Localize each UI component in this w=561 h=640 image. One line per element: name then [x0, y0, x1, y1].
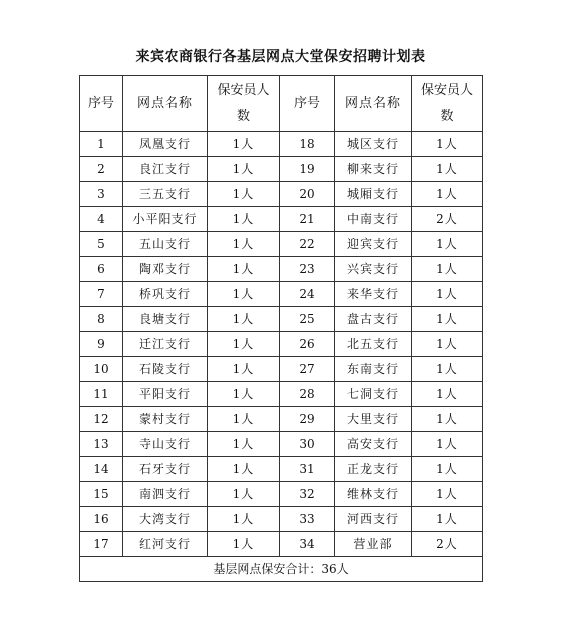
- right-branch-name-cell: 中南支行: [335, 207, 412, 232]
- right-branch-name-cell: 河西支行: [335, 507, 412, 532]
- left-branch-name-cell: 石牙支行: [123, 457, 208, 482]
- right-guard-count-cell: 1人: [412, 157, 483, 182]
- header-branch-right: 网点名称: [335, 76, 412, 132]
- right-branch-name-cell: 正龙支行: [335, 457, 412, 482]
- left-branch-name-cell: 红河支行: [123, 532, 208, 557]
- left-index-cell: 11: [80, 382, 123, 407]
- left-guard-count-cell: 1人: [208, 257, 280, 282]
- left-branch-name-cell: 桥巩支行: [123, 282, 208, 307]
- table-row: [80, 532, 483, 557]
- table-row: [80, 407, 483, 432]
- right-guard-count-cell: 2人: [412, 207, 483, 232]
- right-index-cell: 33: [280, 507, 335, 532]
- left-index-cell: 8: [80, 307, 123, 332]
- right-guard-count-cell: 1人: [412, 407, 483, 432]
- right-branch-name-cell: 维林支行: [335, 482, 412, 507]
- left-branch-name-cell: 凤凰支行: [123, 132, 208, 157]
- right-branch-name-cell: 东南支行: [335, 357, 412, 382]
- table-row: [80, 507, 483, 532]
- right-guard-count-cell: 1人: [412, 482, 483, 507]
- right-branch-name-cell: 来华支行: [335, 282, 412, 307]
- right-guard-count-cell: 2人: [412, 532, 483, 557]
- right-index-cell: 19: [280, 157, 335, 182]
- right-guard-count-cell: 1人: [412, 432, 483, 457]
- right-branch-name-cell: 柳来支行: [335, 157, 412, 182]
- header-count-right: [412, 76, 483, 132]
- left-index-cell: 17: [80, 532, 123, 557]
- left-guard-count-cell: 1人: [208, 382, 280, 407]
- header-branch-left: 网点名称: [123, 76, 208, 132]
- table-row: [80, 182, 483, 207]
- left-guard-count-cell: 1人: [208, 282, 280, 307]
- right-index-cell: 20: [280, 182, 335, 207]
- left-index-cell: 13: [80, 432, 123, 457]
- header-count-right-label: 保安员人数: [420, 82, 473, 124]
- right-index-cell: 31: [280, 457, 335, 482]
- left-index-cell: 16: [80, 507, 123, 532]
- right-index-cell: 26: [280, 332, 335, 357]
- right-guard-count-cell: 1人: [412, 257, 483, 282]
- document-title: 来宾农商银行各基层网点大堂保安招聘计划表: [135, 49, 426, 65]
- left-branch-name-cell: 良江支行: [123, 157, 208, 182]
- table-row: [80, 232, 483, 257]
- left-guard-count-cell: 1人: [208, 232, 280, 257]
- right-branch-name-cell: 兴宾支行: [335, 257, 412, 282]
- left-branch-name-cell: 良塘支行: [123, 307, 208, 332]
- left-guard-count-cell: 1人: [208, 457, 280, 482]
- left-index-cell: 12: [80, 407, 123, 432]
- left-guard-count-cell: 1人: [208, 407, 280, 432]
- right-index-cell: 32: [280, 482, 335, 507]
- left-guard-count-cell: 1人: [208, 507, 280, 532]
- total-cell: 基层网点保安合计：36人: [80, 557, 483, 582]
- right-index-cell: 23: [280, 257, 335, 282]
- left-guard-count-cell: 1人: [208, 532, 280, 557]
- left-branch-name-cell: 石陵支行: [123, 357, 208, 382]
- right-index-cell: 29: [280, 407, 335, 432]
- left-guard-count-cell: 1人: [208, 482, 280, 507]
- left-guard-count-cell: 1人: [208, 157, 280, 182]
- right-branch-name-cell: 营业部: [335, 532, 412, 557]
- left-branch-name-cell: 南泗支行: [123, 482, 208, 507]
- left-index-cell: 5: [80, 232, 123, 257]
- left-index-cell: 6: [80, 257, 123, 282]
- left-index-cell: 3: [80, 182, 123, 207]
- right-index-cell: 24: [280, 282, 335, 307]
- right-index-cell: 27: [280, 357, 335, 382]
- left-guard-count-cell: 1人: [208, 432, 280, 457]
- left-branch-name-cell: 三五支行: [123, 182, 208, 207]
- right-branch-name-cell: 七洞支行: [335, 382, 412, 407]
- left-index-cell: 14: [80, 457, 123, 482]
- left-index-cell: 2: [80, 157, 123, 182]
- right-branch-name-cell: 大里支行: [335, 407, 412, 432]
- left-index-cell: 4: [80, 207, 123, 232]
- right-guard-count-cell: 1人: [412, 507, 483, 532]
- header-count-left-label: 保安员人数: [217, 82, 270, 124]
- header-row: [80, 76, 483, 132]
- left-index-cell: 9: [80, 332, 123, 357]
- right-branch-name-cell: 城厢支行: [335, 182, 412, 207]
- table-row: [80, 382, 483, 407]
- right-index-cell: 28: [280, 382, 335, 407]
- table-row: [80, 157, 483, 182]
- recruitment-plan-table: [79, 75, 483, 582]
- right-branch-name-cell: 北五支行: [335, 332, 412, 357]
- right-index-cell: 21: [280, 207, 335, 232]
- right-index-cell: 18: [280, 132, 335, 157]
- right-index-cell: 30: [280, 432, 335, 457]
- left-index-cell: 1: [80, 132, 123, 157]
- table-row: [80, 132, 483, 157]
- table-row: [80, 457, 483, 482]
- right-guard-count-cell: 1人: [412, 457, 483, 482]
- right-index-cell: 34: [280, 532, 335, 557]
- table-header: [80, 76, 483, 132]
- table-row: [80, 482, 483, 507]
- left-guard-count-cell: 1人: [208, 132, 280, 157]
- right-guard-count-cell: 1人: [412, 382, 483, 407]
- right-branch-name-cell: 高安支行: [335, 432, 412, 457]
- left-index-cell: 7: [80, 282, 123, 307]
- right-guard-count-cell: 1人: [412, 232, 483, 257]
- table-row: [80, 332, 483, 357]
- right-guard-count-cell: 1人: [412, 307, 483, 332]
- table-row: [80, 357, 483, 382]
- left-branch-name-cell: 蒙村支行: [123, 407, 208, 432]
- right-branch-name-cell: 盘古支行: [335, 307, 412, 332]
- right-guard-count-cell: 1人: [412, 357, 483, 382]
- right-guard-count-cell: 1人: [412, 282, 483, 307]
- left-branch-name-cell: 小平阳支行: [123, 207, 208, 232]
- total-row: [80, 557, 483, 582]
- table-row: [80, 307, 483, 332]
- table-row: [80, 207, 483, 232]
- left-branch-name-cell: 五山支行: [123, 232, 208, 257]
- table-row: [80, 432, 483, 457]
- right-guard-count-cell: 1人: [412, 182, 483, 207]
- right-branch-name-cell: 迎宾支行: [335, 232, 412, 257]
- header-index-left: 序号: [80, 76, 123, 132]
- table-body: [80, 132, 483, 557]
- right-index-cell: 25: [280, 307, 335, 332]
- left-branch-name-cell: 迁江支行: [123, 332, 208, 357]
- table-row: [80, 282, 483, 307]
- left-index-cell: 10: [80, 357, 123, 382]
- left-branch-name-cell: 平阳支行: [123, 382, 208, 407]
- left-guard-count-cell: 1人: [208, 207, 280, 232]
- table-row: [80, 257, 483, 282]
- left-guard-count-cell: 1人: [208, 332, 280, 357]
- right-index-cell: 22: [280, 232, 335, 257]
- header-index-right: 序号: [280, 76, 335, 132]
- left-guard-count-cell: 1人: [208, 307, 280, 332]
- left-guard-count-cell: 1人: [208, 357, 280, 382]
- left-branch-name-cell: 陶邓支行: [123, 257, 208, 282]
- left-branch-name-cell: 寺山支行: [123, 432, 208, 457]
- table-footer: [80, 557, 483, 582]
- left-index-cell: 15: [80, 482, 123, 507]
- right-branch-name-cell: 城区支行: [335, 132, 412, 157]
- right-guard-count-cell: 1人: [412, 332, 483, 357]
- header-count-left: [208, 76, 280, 132]
- left-guard-count-cell: 1人: [208, 182, 280, 207]
- right-guard-count-cell: 1人: [412, 132, 483, 157]
- left-branch-name-cell: 大湾支行: [123, 507, 208, 532]
